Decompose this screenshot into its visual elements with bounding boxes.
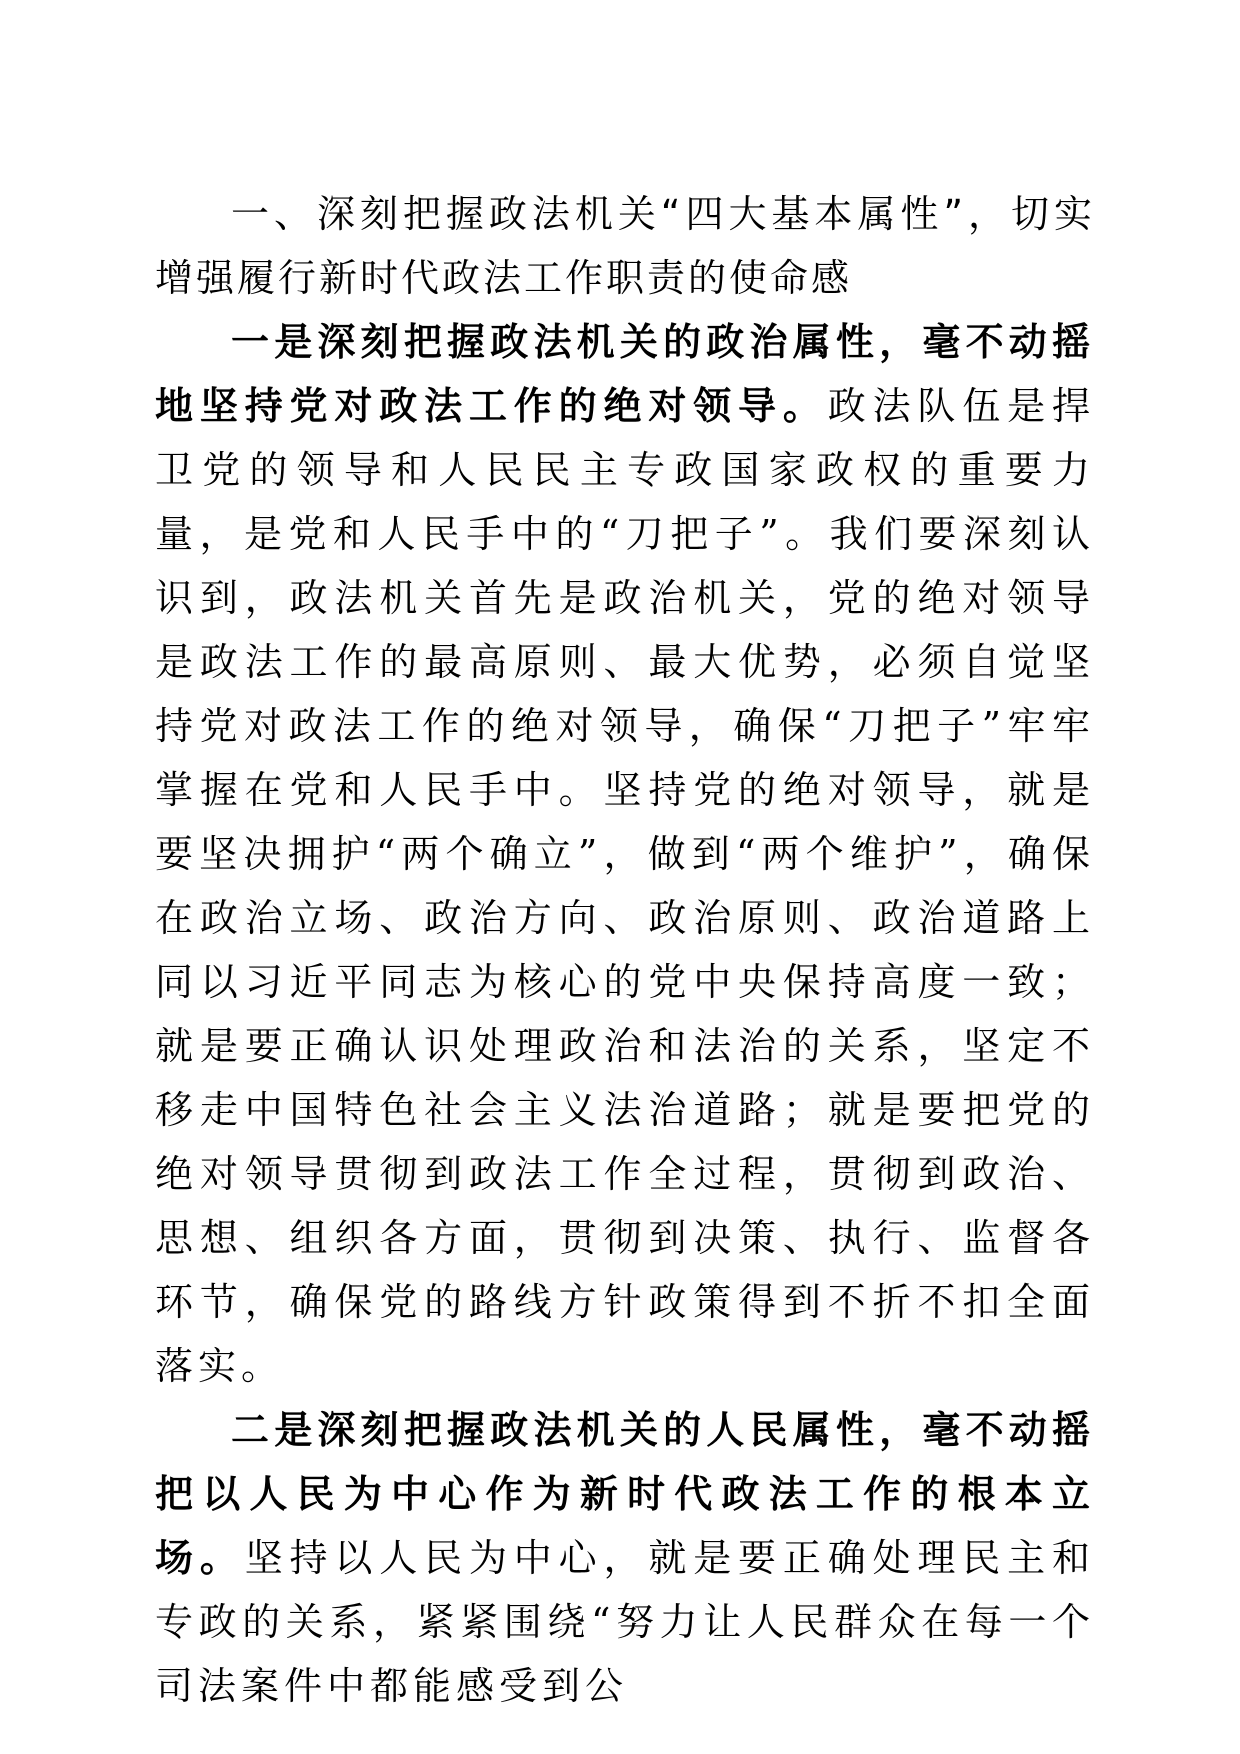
document-body [155,182,1095,1718]
paragraph-lead-bold: 二是深刻把握政法机关的人民属性，毫不动摇把以人民为中心作为新时代政法工作的根本立场。 [155,1407,1095,1580]
paragraph-lead-bold: 一是深刻把握政法机关的政治属性，毫不动摇地坚持党对政法工作的绝对领导。 [155,319,1095,428]
paragraph-people-attribute [155,1398,1095,1718]
section-heading: 一、深刻把握政法机关“四大基本属性”，切实增强履行新时代政法工作职责的使命感 [155,192,1095,300]
paragraph-body-text: 坚持以人民为中心，就是要正确处理民主和专政的关系，紧紧围绕“努力让人民群众在每一个司法案件中都能感受到公 [155,1536,1095,1708]
paragraph-political-attribute [155,310,1095,1398]
paragraph-body-text: 政法队伍是捍卫党的领导和人民民主专政国家政权的重要力量，是党和人民手中的“刀把子”。我们要深刻认识到，政法机关首先是政治机关，党的绝对领导是政法工作的最高原则、最大优势，必须自觉坚持党对政法工作的绝对领导，确保“刀把子”牢牢掌握在党和人民手中。坚持党的绝对领导，就是要坚决拥护“两个确立”，做到“两个维护”，确保在政治立场、政治方向、政治原则、政治道路上同以习近平同志为核心的党中央保持高度一致；就是要正确认识处理政治和法治的关系，坚定不移走中国特色社会主义法治道路；就是要把党的绝对领导贯彻到政法工作全过程，贯彻到政治、思想、组织各方面，贯彻到决策、执行、监督各环节，确保党的路线方针政策得到不折不扣全面落实。 [155,384,1095,1388]
